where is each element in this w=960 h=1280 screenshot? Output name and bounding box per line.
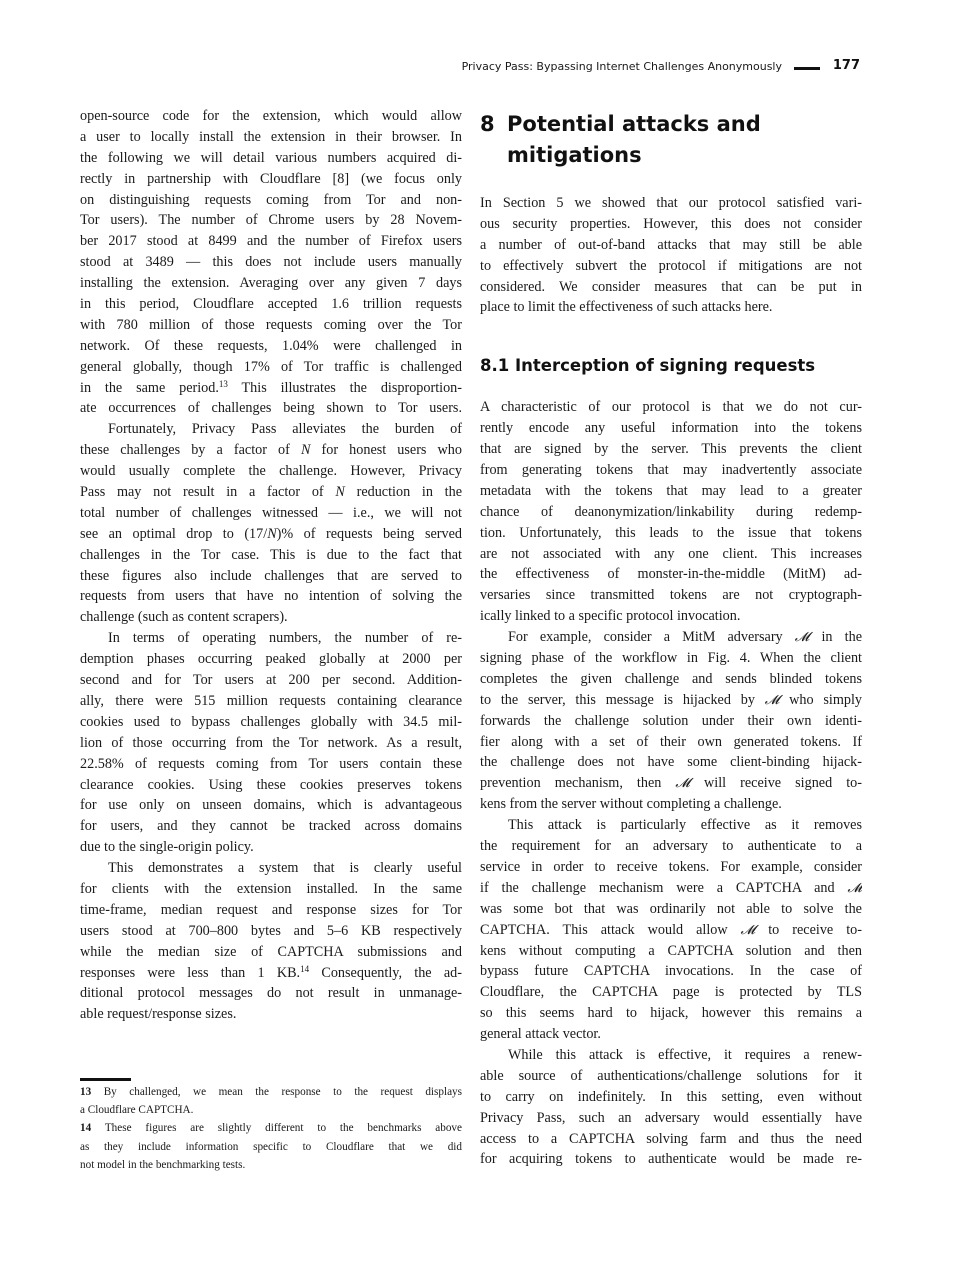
text-line: rently encode any useful information into the tokens (480, 420, 862, 437)
text-line: a user to locally install the extension in their browser. In (80, 128, 462, 145)
section-number: 8 (480, 112, 495, 136)
adversary-symbol: 𝓜 (794, 630, 810, 646)
text-line: time-frame, median request and response sizes for Tor (80, 901, 462, 918)
text-line: second and for Tor users at 200 per second. Addition- (80, 672, 462, 689)
text-line: bypass future CAPTCHA invocations. In the case of (480, 963, 862, 980)
text-line: ous security properties. However, this does not consider (480, 215, 862, 232)
text-line: forwards the challenge solution under their own identi- (480, 712, 862, 729)
text-line: with 780 million of those requests coming over the Tor (80, 316, 462, 333)
text-line: ally, there were 515 million requests containing clearance (80, 692, 462, 709)
text-line: chance of deanonymization/linkability during redemp- (480, 503, 862, 520)
text-line: ate occurrences of challenges being shown to Tor users. (80, 400, 462, 417)
text-line: the requirement for an adversary to authenticate to a (480, 838, 862, 855)
text-line: CAPTCHA. This attack would allow 𝓜 to receive to- (480, 921, 862, 938)
text-line: Pass may not result in a factor of N reduction in the (80, 484, 462, 501)
page-number: 177 (832, 58, 860, 73)
text-line: kens without computing a CAPTCHA solution and then (480, 942, 862, 959)
footnote-ref-13[interactable]: 13 (218, 378, 228, 389)
text-line: lion of those occurring from the Tor network. As a result, (80, 734, 462, 751)
footnote-line: as they include information specific to Cloudflare that we did (80, 1140, 462, 1153)
text-line: clearance cookies. Using these cookies preserves tokens (80, 776, 462, 793)
text-line: ically linked to a specific protocol invocation. (480, 608, 741, 625)
footnotes (80, 1083, 462, 1174)
text-line: to the server, this message is hijacked by 𝓜 who simply (480, 691, 862, 708)
text-line: challenges in the Tor case. This is due to the fact that (80, 546, 462, 563)
adversary-symbol: 𝓜 (847, 880, 862, 896)
text-line: for clients with the extension installed. In the same (80, 880, 462, 897)
text-line: ber 2017 stood at 8499 and the number of Firefox users (80, 233, 462, 250)
text-line: for use only on unseen domains, which is advantageous (80, 797, 462, 814)
text-line: if the challenge mechanism were a CAPTCHA and 𝓜 (480, 879, 862, 896)
paragraph-start: In terms of operating numbers, the number of re- (108, 630, 462, 647)
text-line: while the median size of CAPTCHA submissions and (80, 943, 462, 960)
text-line: a number of out-of-band attacks that may still be able (480, 236, 862, 253)
text-line: considered. We consider measures that can be put in (480, 278, 862, 295)
paragraph-start: For example, consider a MitM adversary 𝓜 in the (508, 629, 862, 646)
text-line: signing phase of the workflow in Fig. 4. When the client (480, 650, 862, 667)
text-line: able request/response sizes. (80, 1006, 237, 1023)
text-line: Cloudflare, the CAPTCHA page is protected by TLS (480, 984, 862, 1001)
subsection-heading (480, 355, 862, 377)
text-line: on distinguishing requests coming from Tor and non- (80, 191, 462, 208)
text-line: requests from users that have no intention of solving the (80, 588, 462, 605)
subsection-number: 8.1 (480, 356, 510, 376)
text-line: able source of authentications/challenge solutions for it (480, 1067, 862, 1084)
text-line: for acquiring tokens to authenticate would be made re- (480, 1151, 862, 1168)
text-line: responses were less than 1 KB.$^{14}$ Consequently, the ad- (80, 963, 462, 981)
text-line: A characteristic of our protocol is that we do not cur- (480, 399, 862, 416)
text-line: are not associated with any one client. This increases (480, 545, 862, 562)
subsection-title: Interception of signing requests (515, 356, 816, 376)
text-line: general globally, though 17% of Tor traffic is challenged (80, 358, 462, 375)
text-line: challenge (such as content scrapers). (80, 609, 288, 626)
footnote-line: a Cloudflare CAPTCHA. (80, 1104, 194, 1117)
text-line: the effectiveness of monster-in-the-middle (MitM) ad- (480, 566, 862, 583)
section-title-cont: mitigations (507, 143, 642, 167)
text-line: users stood at 700–800 bytes and 5–6 KB respectively (80, 922, 462, 939)
text-line: was some bot that was ordinarily not able to solve the (480, 900, 862, 917)
text-line: metadata with the tokens that may lead to a greater (480, 482, 862, 499)
text-line: In Section 5 we showed that our protocol satisfied vari- (480, 195, 862, 211)
text-line: open-source code for the extension, which would allow (80, 108, 462, 124)
text-line: to effectively subvert the protocol if mitigations are not (480, 257, 862, 274)
text-line: to carry on indefinitely. In this setting, even without (480, 1088, 862, 1105)
text-line: for users, and they cannot be tracked across domains (80, 818, 462, 835)
section-title: Potential attacks and (507, 112, 761, 136)
text-line: tion. Unfortunately, this leads to the issue that tokens (480, 524, 862, 541)
footnote-ref-14[interactable]: 14 (300, 963, 310, 974)
text-line: service in order to receive tokens. For example, consider (480, 858, 862, 875)
math-var-n: N (335, 484, 345, 501)
text-line: Tor users). The number of Chrome users by 28 Novem- (80, 212, 462, 229)
math-var-n: N (300, 442, 311, 459)
text-line: these challenges by a factor of N for honest users who (80, 442, 462, 459)
text-line: in this period, Cloudflare accepted 1.6 trillion requests (80, 296, 462, 313)
footnote-line: not model in the benchmarking tests. (80, 1158, 246, 1171)
text-line: in the same period.$^{13}$ This illustrates the disproportion- (80, 378, 462, 396)
right-column (480, 106, 862, 1170)
adversary-symbol: 𝓜 (764, 692, 780, 708)
left-column (80, 106, 462, 1025)
footnote-14: 14 These figures are slightly different to the benchmarks above (80, 1122, 462, 1135)
text-line: cookies used to bypass challenges globally with 34.5 mil- (80, 713, 462, 730)
text-line: prevention mechanism, then 𝓜 will receive signed to- (480, 775, 862, 792)
text-line: due to the single-origin policy. (80, 839, 254, 856)
text-line: see an optimal drop to (17/N)% of requests being served (80, 525, 462, 542)
text-line: general attack vector. (480, 1026, 601, 1043)
text-line: rectly in partnership with Cloudflare [8] (we focus only (80, 170, 462, 187)
running-header (80, 58, 860, 78)
text-line: access to a CAPTCHA solving farm and thus the need (480, 1130, 862, 1147)
text-line: demption phases occurring peaked globally at 2000 per (80, 651, 462, 668)
text-line: Privacy Pass, such an adversary would essentially have (480, 1109, 862, 1126)
footnote-13: 13 By challenged, we mean the response to the request displays (80, 1086, 462, 1098)
text-line: installing the extension. Averaging over any given 7 days (80, 275, 462, 292)
text-line: kens from the server without completing a challenge. (480, 796, 782, 813)
text-line: versaries since transmitted tokens are not cryptograph- (480, 587, 862, 604)
text-line: so this seems hard to hijack, however this remains a (480, 1005, 862, 1022)
text-line: fier along with a set of their own generated tokens. If (480, 733, 862, 750)
section-heading (480, 109, 862, 171)
text-line: the challenge does not have some client-binding hijack- (480, 754, 862, 771)
footnote-rule (80, 1078, 131, 1081)
math-var-n: N (267, 525, 277, 542)
text-line: place to limit the effectiveness of such attacks here. (480, 299, 773, 316)
text-line: that are signed by the server. This prevents the client (480, 441, 862, 458)
text-line: from generating tokens that may inadvertently associate (480, 462, 862, 479)
text-line: network. Of these requests, 1.04% were challenged in (80, 337, 462, 354)
paragraph-start: While this attack is effective, it requires a renew- (508, 1046, 862, 1063)
running-title: Privacy Pass: Bypassing Internet Challenges Anonymously (461, 60, 782, 73)
header-rule (794, 67, 820, 70)
text-line: completes the given challenge and sends blinded tokens (480, 670, 862, 687)
paragraph-start: This attack is particularly effective as it removes (508, 817, 862, 834)
text-line: total number of challenges witnessed — i.e., we will not (80, 504, 462, 521)
paragraph-start: Fortunately, Privacy Pass alleviates the burden of (108, 421, 462, 438)
paragraph-start: This demonstrates a system that is clearly useful (108, 860, 462, 877)
adversary-symbol: 𝓜 (675, 776, 690, 792)
text-line: the following we will detail various numbers acquired di- (80, 149, 462, 166)
adversary-symbol: 𝓜 (740, 922, 756, 938)
text-line: stood at 3489 — this does not include users manually (80, 254, 462, 271)
text-line: ditional protocol messages do not result in unmanage- (80, 985, 462, 1002)
text-line: would usually complete the challenge. However, Privacy (80, 463, 462, 480)
text-line: these figures also include challenges that are served to (80, 567, 462, 584)
text-line: 22.58% of requests coming from Tor users contain these (80, 755, 462, 772)
